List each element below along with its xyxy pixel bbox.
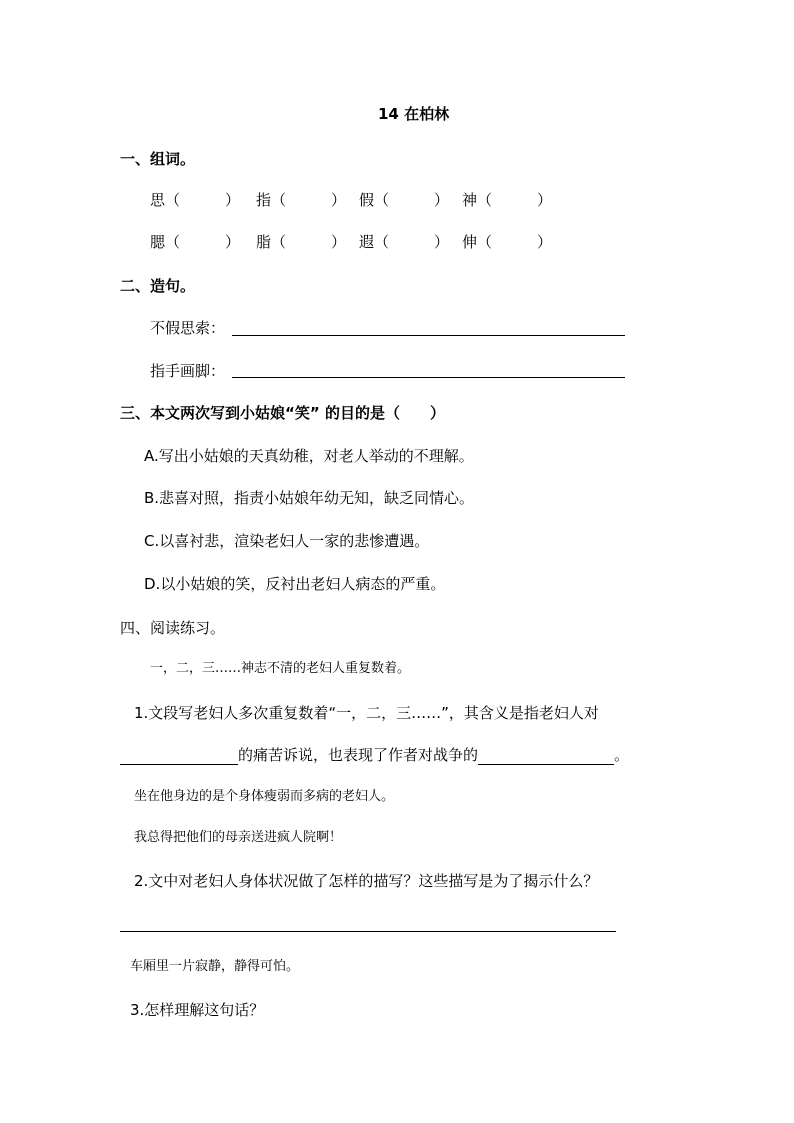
answer-line [120,931,616,932]
word-item: 指（ ） [256,191,347,209]
quoted-passage: 车厢里一片寂静，静得可怕。 [130,959,300,974]
question-continuation [120,745,629,765]
question: 2.文中对老妇人身体状况做了怎样的描写？这些描写是为了揭示什么？ [134,872,599,890]
answer-blank [478,748,614,765]
question-mid-text: 的痛苦诉说，也表现了作者对战争的 [238,746,479,764]
question: 1.文段写老妇人多次重复数着“一，二，三……”，其含义是指老妇人对 [134,704,599,722]
answer-line [232,335,625,336]
section4-heading: 四、阅读练习。 [120,619,226,637]
word-item: 神（ ） [462,191,553,209]
sentence-label: 指手画脚： [150,362,226,380]
choice-option: A.写出小姑娘的天真幼稚，对老人举动的不理解。 [144,447,474,465]
quoted-passage: 一，二，三……神志不清的老妇人重复数着。 [150,661,411,676]
word-item: 遐（ ） [359,233,450,251]
section3-heading: 三、本文两次写到小姑娘“笑” 的目的是（ ） [120,404,445,422]
quoted-passage: 坐在他身边的是个身体瘦弱而多病的老妇人。 [134,789,395,804]
section1-heading: 一、组词。 [120,150,196,168]
choice-option: D.以小姑娘的笑，反衬出老妇人病态的严重。 [144,575,446,593]
answer-line [232,377,625,378]
quoted-passage: 我总得把他们的母亲送进疯人院啊！ [134,830,343,845]
choice-option: C.以喜衬悲，渲染老妇人一家的悲惨遭遇。 [144,532,430,550]
word-item: 伸（ ） [462,233,553,251]
question: 3.怎样理解这句话？ [130,1001,265,1019]
word-item: 腮（ ） [150,233,241,251]
page-title: 14 在柏林 [378,105,450,123]
question-end-text: 。 [614,746,630,764]
word-item: 思（ ） [150,191,241,209]
word-item: 假（ ） [359,191,450,209]
answer-blank [120,748,238,765]
section2-heading: 二、造句。 [120,277,196,295]
word-item: 脂（ ） [256,233,347,251]
choice-option: B.悲喜对照，指责小姑娘年幼无知，缺乏同情心。 [144,489,475,507]
sentence-label: 不假思索： [150,319,226,337]
